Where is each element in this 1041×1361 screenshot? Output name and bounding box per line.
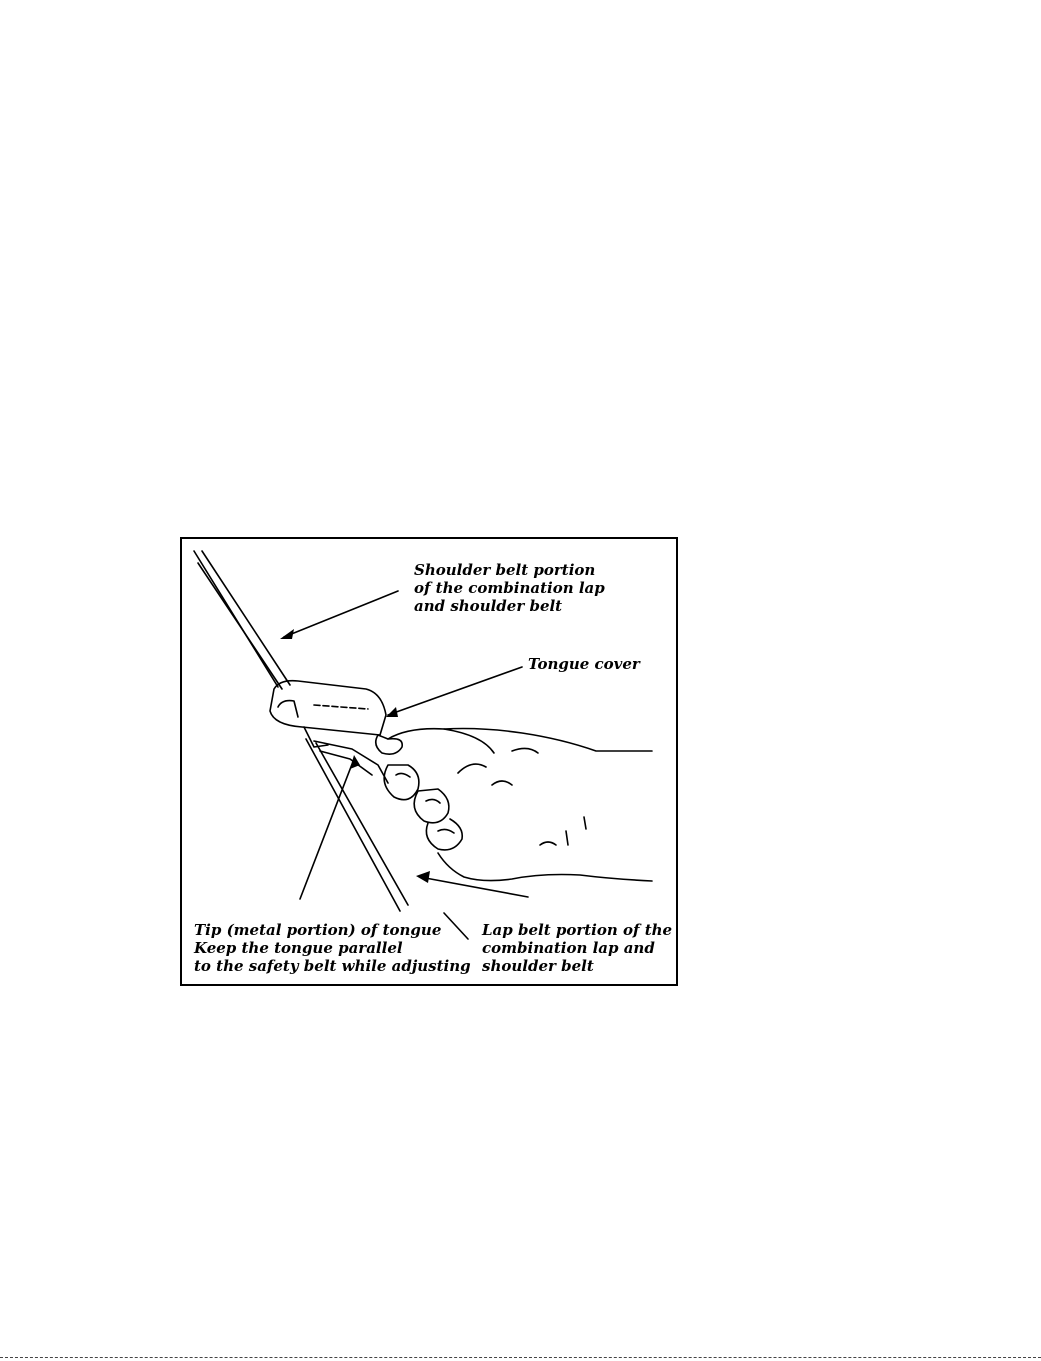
arrowhead-lap bbox=[416, 871, 430, 883]
page-bottom-edge bbox=[0, 1357, 1041, 1358]
hand-outline bbox=[388, 729, 652, 752]
label-tongue-cover: Tongue cover bbox=[528, 655, 640, 673]
leader-tongue-cover bbox=[388, 667, 522, 715]
seat-belt-illustration bbox=[180, 537, 678, 986]
tongue-cover bbox=[270, 681, 386, 735]
label-shoulder-belt: Shoulder belt portion of the combination lap and shoulder belt bbox=[414, 561, 605, 615]
arrowhead-shoulder bbox=[280, 629, 294, 639]
arrowhead-tongue-cover bbox=[386, 707, 398, 717]
leader-tip bbox=[300, 759, 354, 899]
label-lap-belt: Lap belt portion of the combination lap and shoulder belt bbox=[482, 921, 673, 975]
label-tip: Tip (metal portion) of tongue Keep the tongue parallel to the safety belt while adjusting bbox=[194, 921, 471, 975]
arrowhead-tip bbox=[350, 755, 360, 769]
leader-shoulder bbox=[284, 591, 398, 637]
